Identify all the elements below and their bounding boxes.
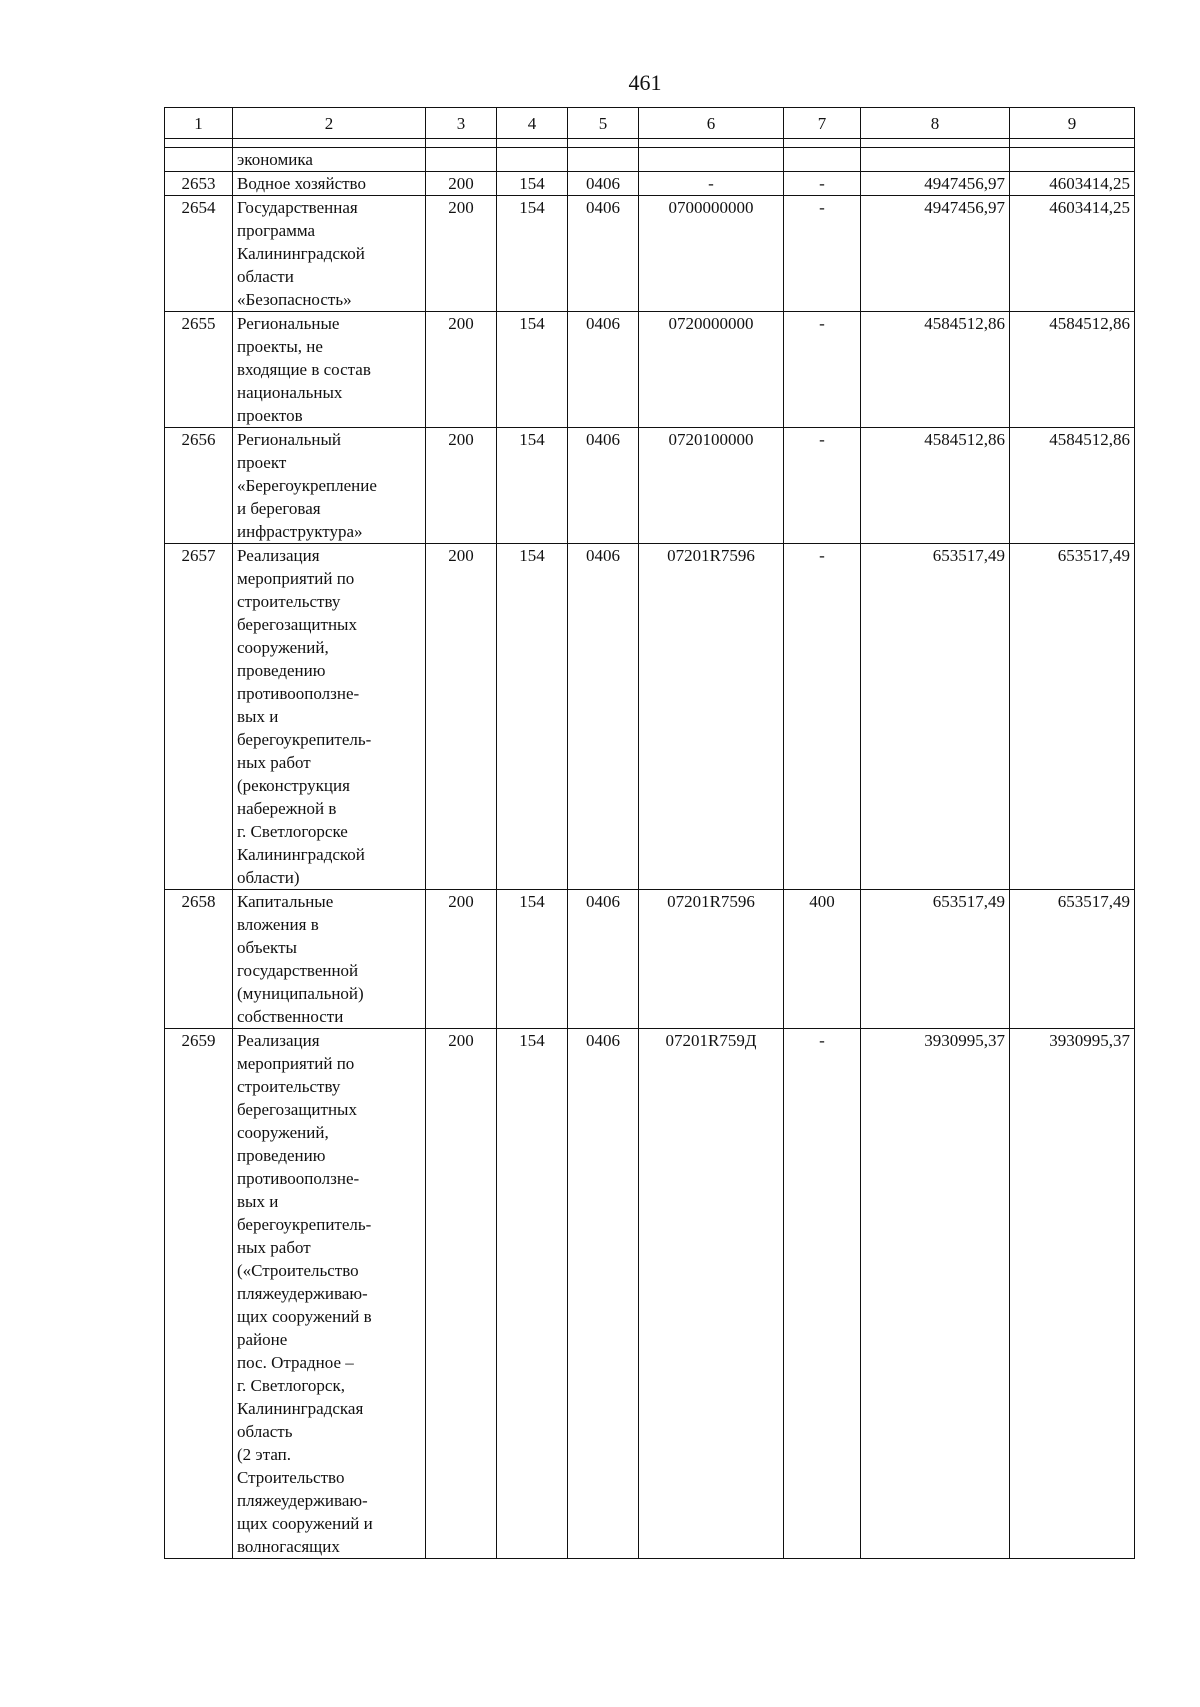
row-name-line: вых и bbox=[237, 1192, 279, 1211]
row-name bbox=[233, 172, 426, 196]
cell-col-3: 200 bbox=[426, 428, 497, 544]
cell-col-8: 4584512,86 bbox=[861, 428, 1010, 544]
row-name-line: районе bbox=[237, 1330, 288, 1349]
table-row bbox=[165, 196, 1135, 312]
row-name-line: «Берегоукрепление bbox=[237, 476, 377, 495]
row-name-line: берегозащитных bbox=[237, 1100, 357, 1119]
row-name bbox=[233, 890, 426, 1029]
table-row bbox=[165, 1029, 1135, 1559]
row-name-line: Капитальные bbox=[237, 892, 334, 911]
cell-col-3: 200 bbox=[426, 312, 497, 428]
table-body bbox=[165, 139, 1135, 1559]
row-name-line: вых и bbox=[237, 707, 279, 726]
column-header-4: 4 bbox=[497, 108, 568, 139]
cell-col-7: - bbox=[784, 1029, 861, 1559]
cell-col-6: 07201R7596 bbox=[639, 544, 784, 890]
cell-col-8: 653517,49 bbox=[861, 544, 1010, 890]
cell-col-8: 4947456,97 bbox=[861, 172, 1010, 196]
cell-col-4: 154 bbox=[497, 312, 568, 428]
row-name-line: Калининградская bbox=[237, 1399, 364, 1418]
cell-col-3: 200 bbox=[426, 544, 497, 890]
column-header-5: 5 bbox=[568, 108, 639, 139]
column-header-6: 6 bbox=[639, 108, 784, 139]
row-number: 2655 bbox=[165, 312, 233, 428]
cell-col-9: 4584512,86 bbox=[1010, 428, 1135, 544]
row-name-line: берегозащитных bbox=[237, 615, 357, 634]
cell-col-5: 0406 bbox=[568, 172, 639, 196]
cell-col-4: 154 bbox=[497, 890, 568, 1029]
table-row bbox=[165, 544, 1135, 890]
cell-col-4: 154 bbox=[497, 544, 568, 890]
cell-col-9: 653517,49 bbox=[1010, 890, 1135, 1029]
row-name-line: области bbox=[237, 267, 294, 286]
cell-col-6: 0720100000 bbox=[639, 428, 784, 544]
row-name-line: Региональные bbox=[237, 314, 340, 333]
cell-col-7: - bbox=[784, 196, 861, 312]
column-header-2: 2 bbox=[233, 108, 426, 139]
cell-col-8: 653517,49 bbox=[861, 890, 1010, 1029]
row-name-line: мероприятий по bbox=[237, 1054, 355, 1073]
row-name bbox=[233, 544, 426, 890]
spacer-row bbox=[165, 139, 1135, 148]
row-name-line: (реконструкция bbox=[237, 776, 350, 795]
page-number: 461 bbox=[628, 70, 662, 95]
table-row bbox=[165, 312, 1135, 428]
cell-col-7: 400 bbox=[784, 890, 861, 1029]
row-name-line: сооружений, bbox=[237, 638, 329, 657]
cell-col-4: 154 bbox=[497, 196, 568, 312]
row-name-line: проектов bbox=[237, 406, 303, 425]
row-name-line: Реализация bbox=[237, 546, 320, 565]
row-number: 2656 bbox=[165, 428, 233, 544]
row-name-line: объекты bbox=[237, 938, 297, 957]
cell-col-9: 4603414,25 bbox=[1010, 196, 1135, 312]
row-name-line: берегоукрепитель- bbox=[237, 730, 372, 749]
cell-col-3: 200 bbox=[426, 1029, 497, 1559]
row-name-line: ных работ bbox=[237, 1238, 311, 1257]
row-name-line: строительству bbox=[237, 592, 341, 611]
row-name-line: противооползне- bbox=[237, 684, 360, 703]
row-name-line: пляжеудерживаю- bbox=[237, 1284, 368, 1303]
cell-col-9: 4584512,86 bbox=[1010, 312, 1135, 428]
cell-col-4: 154 bbox=[497, 428, 568, 544]
cell-col-6: 07201R7596 bbox=[639, 890, 784, 1029]
cell-col-3: 200 bbox=[426, 196, 497, 312]
cell-col-5: 0406 bbox=[568, 312, 639, 428]
row-number: 2653 bbox=[165, 172, 233, 196]
row-name-line: собственности bbox=[237, 1007, 344, 1026]
row-name-line: Реализация bbox=[237, 1031, 320, 1050]
row-name bbox=[233, 1029, 426, 1559]
row-name-line: (2 этап. bbox=[237, 1445, 292, 1464]
cell-col-5: 0406 bbox=[568, 428, 639, 544]
cell-col-5: 0406 bbox=[568, 196, 639, 312]
cell-col-8: 4947456,97 bbox=[861, 196, 1010, 312]
row-name-line: проведению bbox=[237, 661, 326, 680]
table-row bbox=[165, 890, 1135, 1029]
row-name-line: щих сооружений в bbox=[237, 1307, 372, 1326]
row-name-line: щих сооружений и bbox=[237, 1514, 373, 1533]
cell-col-4: 154 bbox=[497, 1029, 568, 1559]
cell-col-7: - bbox=[784, 428, 861, 544]
row-name-line: Государственная bbox=[237, 198, 358, 217]
row-name-line: проект bbox=[237, 453, 287, 472]
cell-col-5: 0406 bbox=[568, 1029, 639, 1559]
row-name-line: «Безопасность» bbox=[237, 290, 352, 309]
row-name-line: проекты, не bbox=[237, 337, 323, 356]
row-name-line: («Строительство bbox=[237, 1261, 359, 1280]
row-name-line: строительству bbox=[237, 1077, 341, 1096]
row-name bbox=[233, 428, 426, 544]
header-row bbox=[165, 108, 1135, 139]
column-header-1: 1 bbox=[165, 108, 233, 139]
row-name-line: государственной bbox=[237, 961, 359, 980]
row-name-line: ных работ bbox=[237, 753, 311, 772]
cell-col-6: 0720000000 bbox=[639, 312, 784, 428]
row-name-line: Калининградской bbox=[237, 845, 365, 864]
row-name-line: вложения в bbox=[237, 915, 319, 934]
row-name-line: и береговая bbox=[237, 499, 321, 518]
table-row bbox=[165, 428, 1135, 544]
row-name-line: пос. Отрадное – bbox=[237, 1353, 354, 1372]
row-number: 2658 bbox=[165, 890, 233, 1029]
row-name-line: область bbox=[237, 1422, 293, 1441]
cell-col-7: - bbox=[784, 172, 861, 196]
budget-table bbox=[164, 107, 1135, 1559]
row-name-line: мероприятий по bbox=[237, 569, 355, 588]
row-name-line: входящие в состав bbox=[237, 360, 371, 379]
row-name-line: национальных bbox=[237, 383, 343, 402]
row-number: 2654 bbox=[165, 196, 233, 312]
row-name-line: Калининградской bbox=[237, 244, 365, 263]
cell-col-9: 3930995,37 bbox=[1010, 1029, 1135, 1559]
cell-col-4: 154 bbox=[497, 172, 568, 196]
cell-col-7: - bbox=[784, 312, 861, 428]
row-name bbox=[233, 196, 426, 312]
cell-col-9: 4603414,25 bbox=[1010, 172, 1135, 196]
row-name-line: Водное хозяйство bbox=[237, 174, 366, 193]
row-name-line: (муниципальной) bbox=[237, 984, 364, 1003]
row-name-line: инфраструктура» bbox=[237, 522, 363, 541]
row-name-line: пляжеудерживаю- bbox=[237, 1491, 368, 1510]
table-row bbox=[165, 172, 1135, 196]
row-number: 2657 bbox=[165, 544, 233, 890]
cell-col-8: 4584512,86 bbox=[861, 312, 1010, 428]
row-name-line: волногасящих bbox=[237, 1537, 340, 1556]
continuation-row bbox=[165, 148, 1135, 172]
row-name-line: набережной в bbox=[237, 799, 337, 818]
column-header-9: 9 bbox=[1010, 108, 1135, 139]
row-name-line: г. Светлогорск, bbox=[237, 1376, 345, 1395]
row-name-line: противооползне- bbox=[237, 1169, 360, 1188]
cell-col-6: 0700000000 bbox=[639, 196, 784, 312]
continuation-text: экономика bbox=[233, 148, 426, 172]
row-name-line: программа bbox=[237, 221, 316, 240]
cell-col-9: 653517,49 bbox=[1010, 544, 1135, 890]
row-name-line: г. Светлогорске bbox=[237, 822, 348, 841]
column-header-8: 8 bbox=[861, 108, 1010, 139]
row-name bbox=[233, 312, 426, 428]
row-name-line: проведению bbox=[237, 1146, 326, 1165]
cell-col-5: 0406 bbox=[568, 544, 639, 890]
cell-col-6: - bbox=[639, 172, 784, 196]
row-name-line: области) bbox=[237, 868, 300, 887]
cell-col-5: 0406 bbox=[568, 890, 639, 1029]
cell-col-3: 200 bbox=[426, 172, 497, 196]
row-name-line: Строительство bbox=[237, 1468, 345, 1487]
cell-col-8: 3930995,37 bbox=[861, 1029, 1010, 1559]
column-header-3: 3 bbox=[426, 108, 497, 139]
row-name-line: сооружений, bbox=[237, 1123, 329, 1142]
row-number: 2659 bbox=[165, 1029, 233, 1559]
cell-col-7: - bbox=[784, 544, 861, 890]
cell-col-3: 200 bbox=[426, 890, 497, 1029]
cell-col-6: 07201R759Д bbox=[639, 1029, 784, 1559]
column-header-7: 7 bbox=[784, 108, 861, 139]
row-name-line: берегоукрепитель- bbox=[237, 1215, 372, 1234]
row-name-line: Региональный bbox=[237, 430, 341, 449]
